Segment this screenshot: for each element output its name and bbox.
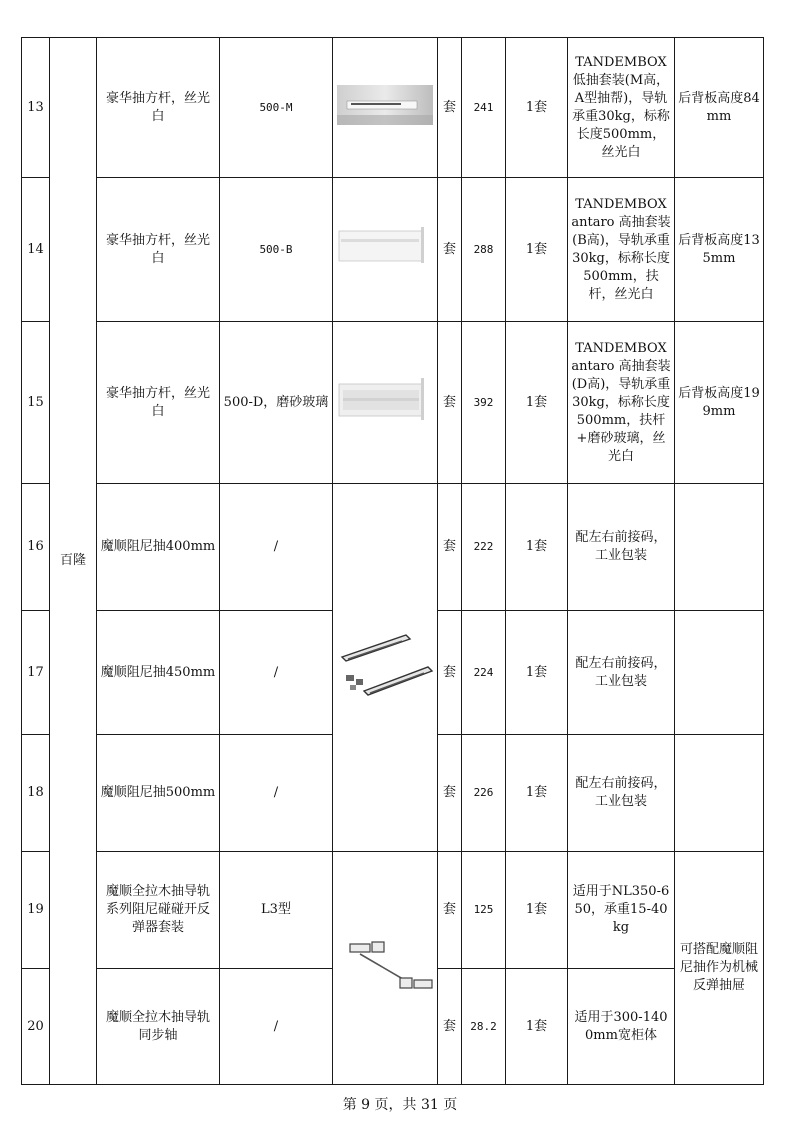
product-name: 魔顺全拉木抽导轨系列阻尼碰碰开反弹器套装	[97, 852, 220, 969]
row-number: 20	[22, 969, 50, 1085]
note: 后背板高度135mm	[675, 178, 764, 322]
description: 适用于NL350-650，承重15-40kg	[568, 852, 675, 969]
quantity: 1套	[506, 735, 568, 852]
unit: 套	[438, 322, 462, 484]
product-table	[21, 37, 764, 1085]
quantity: 1套	[506, 969, 568, 1085]
row-number: 17	[22, 611, 50, 735]
product-name: 魔顺阻尼抽500mm	[97, 735, 220, 852]
quantity: 1套	[506, 852, 568, 969]
row-number: 15	[22, 322, 50, 484]
brand-cell: 百隆	[50, 38, 97, 1085]
concealed-runner-photo	[333, 484, 438, 852]
description: 配左右前接码，工业包装	[568, 484, 675, 611]
price: 28.2	[462, 969, 506, 1085]
note: 后背板高度84mm	[675, 38, 764, 178]
product-name: 魔顺全拉木抽导轨 同步轴	[97, 969, 220, 1085]
unit: 套	[438, 611, 462, 735]
table-row	[22, 852, 764, 969]
product-name: 豪华抽方杆，丝光白	[97, 38, 220, 178]
table-row	[22, 322, 764, 484]
model: /	[220, 484, 333, 611]
note	[675, 484, 764, 611]
quantity: 1套	[506, 38, 568, 178]
drawer-side-rail-photo	[333, 178, 438, 322]
note	[675, 611, 764, 735]
price: 392	[462, 322, 506, 484]
table-row	[22, 484, 764, 611]
description: 适用于300-1400mm宽柜体	[568, 969, 675, 1085]
quantity: 1套	[506, 611, 568, 735]
description: 配左右前接码，工业包装	[568, 735, 675, 852]
model: L3型	[220, 852, 333, 969]
model: /	[220, 611, 333, 735]
note: 后背板高度199mm	[675, 322, 764, 484]
row-number: 13	[22, 38, 50, 178]
description: 配左右前接码，工业包装	[568, 611, 675, 735]
unit: 套	[438, 852, 462, 969]
unit: 套	[438, 38, 462, 178]
model: /	[220, 969, 333, 1085]
drawer-side-low-photo	[333, 38, 438, 178]
description: TANDEMBOX 低抽套装(M高，A型抽帮)，导轨承重30kg，标称长度500mm，丝光白	[568, 38, 675, 178]
price: 125	[462, 852, 506, 969]
table-row	[22, 38, 764, 178]
description: TANDEMBOX antaro 高抽套装(D高)，导轨承重30kg，标称长度500mm，扶杆+磨砂玻璃，丝光白	[568, 322, 675, 484]
price: 288	[462, 178, 506, 322]
unit: 套	[438, 178, 462, 322]
unit: 套	[438, 484, 462, 611]
row-number: 16	[22, 484, 50, 611]
price: 224	[462, 611, 506, 735]
page-footer: 第 9 页，共 31 页	[342, 1097, 458, 1113]
unit: 套	[438, 969, 462, 1085]
model: 500-D，磨砂玻璃	[220, 322, 333, 484]
product-name: 豪华抽方杆，丝光白	[97, 178, 220, 322]
unit: 套	[438, 735, 462, 852]
price: 222	[462, 484, 506, 611]
table-row	[22, 178, 764, 322]
price: 241	[462, 38, 506, 178]
row-number: 19	[22, 852, 50, 969]
note	[675, 735, 764, 852]
price: 226	[462, 735, 506, 852]
quantity: 1套	[506, 484, 568, 611]
row-number: 14	[22, 178, 50, 322]
shared-note: 可搭配魔顺阻尼抽作为机械反弹抽屉	[675, 852, 764, 1085]
model: 500-M	[220, 38, 333, 178]
product-name: 魔顺阻尼抽450mm	[97, 611, 220, 735]
product-name: 魔顺阻尼抽400mm	[97, 484, 220, 611]
push-open-sync-rod-photo	[333, 852, 438, 1085]
model: /	[220, 735, 333, 852]
description: TANDEMBOX antaro 高抽套装(B高)，导轨承重30kg，标称长度500mm，扶杆，丝光白	[568, 178, 675, 322]
quantity: 1套	[506, 178, 568, 322]
model: 500-B	[220, 178, 333, 322]
quantity: 1套	[506, 322, 568, 484]
product-name: 豪华抽方杆，丝光白	[97, 322, 220, 484]
row-number: 18	[22, 735, 50, 852]
drawer-side-glass-photo	[333, 322, 438, 484]
